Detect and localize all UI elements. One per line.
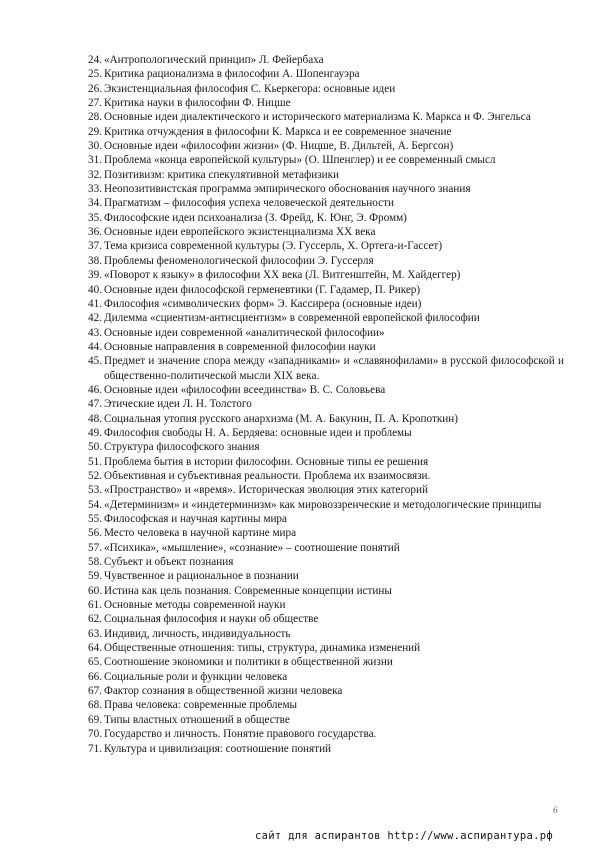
list-item	[88, 110, 564, 124]
list-item-text: «Поворот к языку» в философии XX века (Л. Витгенштейн, М. Хайдеггер)	[104, 269, 461, 282]
list-item	[88, 655, 564, 669]
list-item-text: Проблема бытия в истории философии. Основные типы ее решения	[104, 455, 429, 468]
list-item	[88, 239, 564, 253]
list-item	[88, 182, 564, 196]
list-item	[88, 297, 564, 311]
list-item-text: Основные идеи «философии жизни» (Ф. Ницше, В. Дильтей, А. Бергсон)	[104, 140, 454, 153]
list-item-number: 34.	[88, 197, 102, 210]
list-item-number: 24.	[88, 54, 102, 66]
list-item-number: 61.	[88, 599, 102, 612]
list-item-text: Структура философского знания	[104, 441, 260, 454]
list-item-text: «Детерминизм» и «индетерминизм» как мировоззренческие и методологические принципы	[104, 498, 542, 511]
list-item-number: 47.	[88, 398, 102, 411]
list-item-text: Философская и научная картины мира	[104, 513, 287, 525]
list-item-number: 48.	[88, 412, 102, 425]
list-item-number: 67.	[88, 685, 102, 698]
list-item-number: 51.	[88, 455, 102, 468]
list-item	[88, 225, 564, 239]
list-item-number: 30.	[88, 140, 102, 153]
list-item-number: 38.	[88, 254, 102, 267]
list-item-number: 56.	[88, 527, 102, 540]
list-item-number: 36.	[88, 226, 102, 239]
list-item-text: Позитивизм: критика спекулятивной метафизики	[104, 168, 340, 181]
list-item	[88, 67, 564, 81]
list-item	[88, 455, 564, 469]
list-item-number: 70.	[88, 728, 102, 741]
list-item-text: Проблема «конца европейской культуры» (О. Шпенглер) и ее современный смысл	[104, 154, 496, 167]
list-item	[88, 354, 564, 383]
list-item	[88, 125, 564, 139]
list-item	[88, 440, 564, 454]
list-item-number: 33.	[88, 183, 102, 196]
list-item-text: Социальные роли и функции человека	[104, 670, 288, 683]
list-item-text: Чувственное и рациональное в познании	[104, 570, 299, 583]
list-item-text: Общественные отношения: типы, структура, динамика изменений	[104, 642, 421, 655]
list-item-number: 35.	[88, 211, 102, 224]
list-item-text: Основные методы современной науки	[104, 599, 286, 612]
list-item	[88, 283, 564, 297]
list-item	[88, 469, 564, 483]
topic-list	[88, 53, 564, 756]
list-item-text: Основные идеи «философии всеединства» В. С. Соловьева	[104, 383, 386, 396]
list-item	[88, 641, 564, 655]
list-item	[88, 684, 564, 698]
list-item-text: Субъект и объект познания	[104, 556, 234, 569]
list-item	[88, 426, 564, 440]
list-item-text: Основные идеи философской герменевтики (Г. Гадамер, П. Рикер)	[104, 283, 421, 296]
list-item	[88, 555, 564, 569]
list-item-text: Основные идеи диалектического и исторического материализма К. Маркса и Ф. Энгельса	[104, 111, 531, 124]
list-item	[88, 698, 564, 712]
list-item	[88, 168, 564, 182]
list-item-text: Философские идеи психоанализа (З. Фрейд, К. Юнг, Э. Фромм)	[104, 211, 407, 224]
list-item	[88, 311, 564, 325]
list-item-number: 43.	[88, 326, 102, 339]
list-item	[88, 727, 564, 741]
list-item-number: 68.	[88, 699, 102, 712]
list-item-text: Соотношение экономики и политики в общественной жизни	[104, 656, 393, 669]
list-item-number: 45.	[88, 355, 102, 368]
list-item	[88, 196, 564, 210]
list-item-number: 32.	[88, 168, 102, 181]
list-item-text: Социальная утопия русского анархизма (М. А. Бакунин, П. А. Кропоткин)	[104, 412, 458, 425]
list-item-number: 26.	[88, 82, 102, 95]
list-item-text: Дилемма «сциентизм-антисциентизм» в современной европейской философии	[104, 312, 480, 325]
list-item-text: Государство и личность. Понятие правового государства.	[104, 728, 377, 741]
list-item	[88, 713, 564, 727]
list-item-number: 69.	[88, 713, 102, 726]
list-item-text: Истина как цель познания. Современные концепции истины	[104, 584, 392, 597]
list-item	[88, 612, 564, 626]
list-item	[88, 268, 564, 282]
list-item-number: 49.	[88, 426, 102, 439]
list-item-number: 57.	[88, 541, 102, 554]
list-item-number: 71.	[88, 742, 102, 755]
list-item-number: 63.	[88, 627, 102, 640]
list-item	[88, 526, 564, 540]
page-number: 6	[553, 805, 558, 815]
list-item-text: Предмет и значение спора между «западниками» и «славянофилами» в русской философской и общественно-политической мысли XIX века.	[104, 355, 564, 382]
list-item-number: 27.	[88, 97, 102, 110]
list-item-number: 25.	[88, 68, 102, 81]
list-item	[88, 211, 564, 225]
list-item-number: 66.	[88, 670, 102, 683]
list-item-text: Социальная философия и науки об обществе	[104, 613, 319, 626]
list-item-text: Этические идеи Л. Н. Толстого	[104, 398, 252, 411]
list-item-text: Права человека: современные проблемы	[104, 699, 298, 712]
list-item-text: Индивид, личность, индивидуальность	[104, 627, 291, 640]
list-item-text: Философия свободы Н. А. Бердяева: основные идеи и проблемы	[104, 426, 412, 439]
footer-site-text: сайт для аспирантов http://www.аспирантура.рф	[255, 830, 553, 842]
list-item	[88, 670, 564, 684]
list-item-number: 28.	[88, 111, 102, 124]
list-item-number: 59.	[88, 570, 102, 583]
list-item-number: 39.	[88, 269, 102, 282]
list-item-number: 65.	[88, 656, 102, 669]
list-item	[88, 627, 564, 641]
list-item	[88, 397, 564, 411]
list-item	[88, 254, 564, 268]
list-item	[88, 598, 564, 612]
list-item-number: 53.	[88, 484, 102, 497]
list-item	[88, 742, 564, 756]
list-item-text: Основные идеи европейского экзистенциализма XX века	[104, 226, 376, 239]
list-item-number: 50.	[88, 441, 102, 454]
list-item-number: 29.	[88, 125, 102, 138]
list-item	[88, 412, 564, 426]
list-item-number: 52.	[88, 469, 102, 482]
list-item	[88, 96, 564, 110]
list-item-number: 41.	[88, 297, 102, 310]
list-item-number: 54.	[88, 498, 102, 511]
list-item-text: Фактор сознания в общественной жизни человека	[104, 685, 343, 698]
list-item-text: Тема кризиса современной культуры (Э. Гуссерль, Х. Ортега-и-Гассет)	[104, 240, 443, 253]
list-item-text: «Психика», «мышление», «сознание» – соотношение понятий	[104, 541, 400, 554]
list-item	[88, 541, 564, 555]
list-item-text: Объективная и субъективная реальности. Проблема их взаимосвязи.	[104, 469, 431, 482]
list-item-number: 60.	[88, 584, 102, 597]
list-item	[88, 153, 564, 167]
list-item	[88, 483, 564, 497]
list-item-text: Критика науки в философии Ф. Ницше	[104, 97, 291, 110]
list-item	[88, 139, 564, 153]
list-item-number: 62.	[88, 613, 102, 626]
list-item	[88, 326, 564, 340]
list-item-text: Неопозитивистская программа эмпирического обоснования научного знания	[104, 183, 471, 196]
list-item-text: Прагматизм – философия успеха человеческой деятельности	[104, 197, 394, 210]
list-item-text: Философия «символических форм» Э. Кассирера (основные идеи)	[104, 297, 422, 310]
list-item-text: Место человека в научной картине мира	[104, 527, 297, 540]
list-item-text: Типы властных отношений в обществе	[104, 713, 290, 726]
list-item-number: 58.	[88, 556, 102, 569]
list-item-number: 42.	[88, 312, 102, 325]
list-item-text: Критика рационализма в философии А. Шопенгауэра	[104, 68, 360, 81]
list-item-text: Экзистенциальная философия С. Кьеркегора: основные идеи	[104, 82, 396, 95]
list-item-number: 40.	[88, 283, 102, 296]
list-item-number: 37.	[88, 240, 102, 253]
list-item	[88, 383, 564, 397]
list-item-number: 31.	[88, 154, 102, 167]
list-item	[88, 498, 564, 512]
list-item	[88, 53, 564, 67]
list-item-number: 44.	[88, 340, 102, 353]
list-item-text: Основные идеи современной «аналитической философии»	[104, 326, 385, 339]
list-item-text: Основные направления в современной философии науки	[104, 340, 376, 353]
list-item-text: «Антропологический принцип» Л. Фейербаха	[104, 54, 324, 66]
list-item	[88, 569, 564, 583]
list-item-text: Культура и цивилизация: соотношение понятий	[104, 742, 332, 755]
list-item	[88, 512, 564, 526]
list-item-number: 64.	[88, 642, 102, 655]
list-item-number: 46.	[88, 383, 102, 396]
list-item-number: 55.	[88, 513, 102, 525]
list-item	[88, 82, 564, 96]
list-item	[88, 340, 564, 354]
list-item-text: Проблемы феноменологической философии Э. Гуссерля	[104, 254, 374, 267]
list-item	[88, 584, 564, 598]
list-item-text: Критика отчуждения в философии К. Маркса и ее современное значение	[104, 125, 452, 138]
list-item-text: «Пространство» и «время». Историческая эволюция этих категорий	[104, 484, 428, 497]
